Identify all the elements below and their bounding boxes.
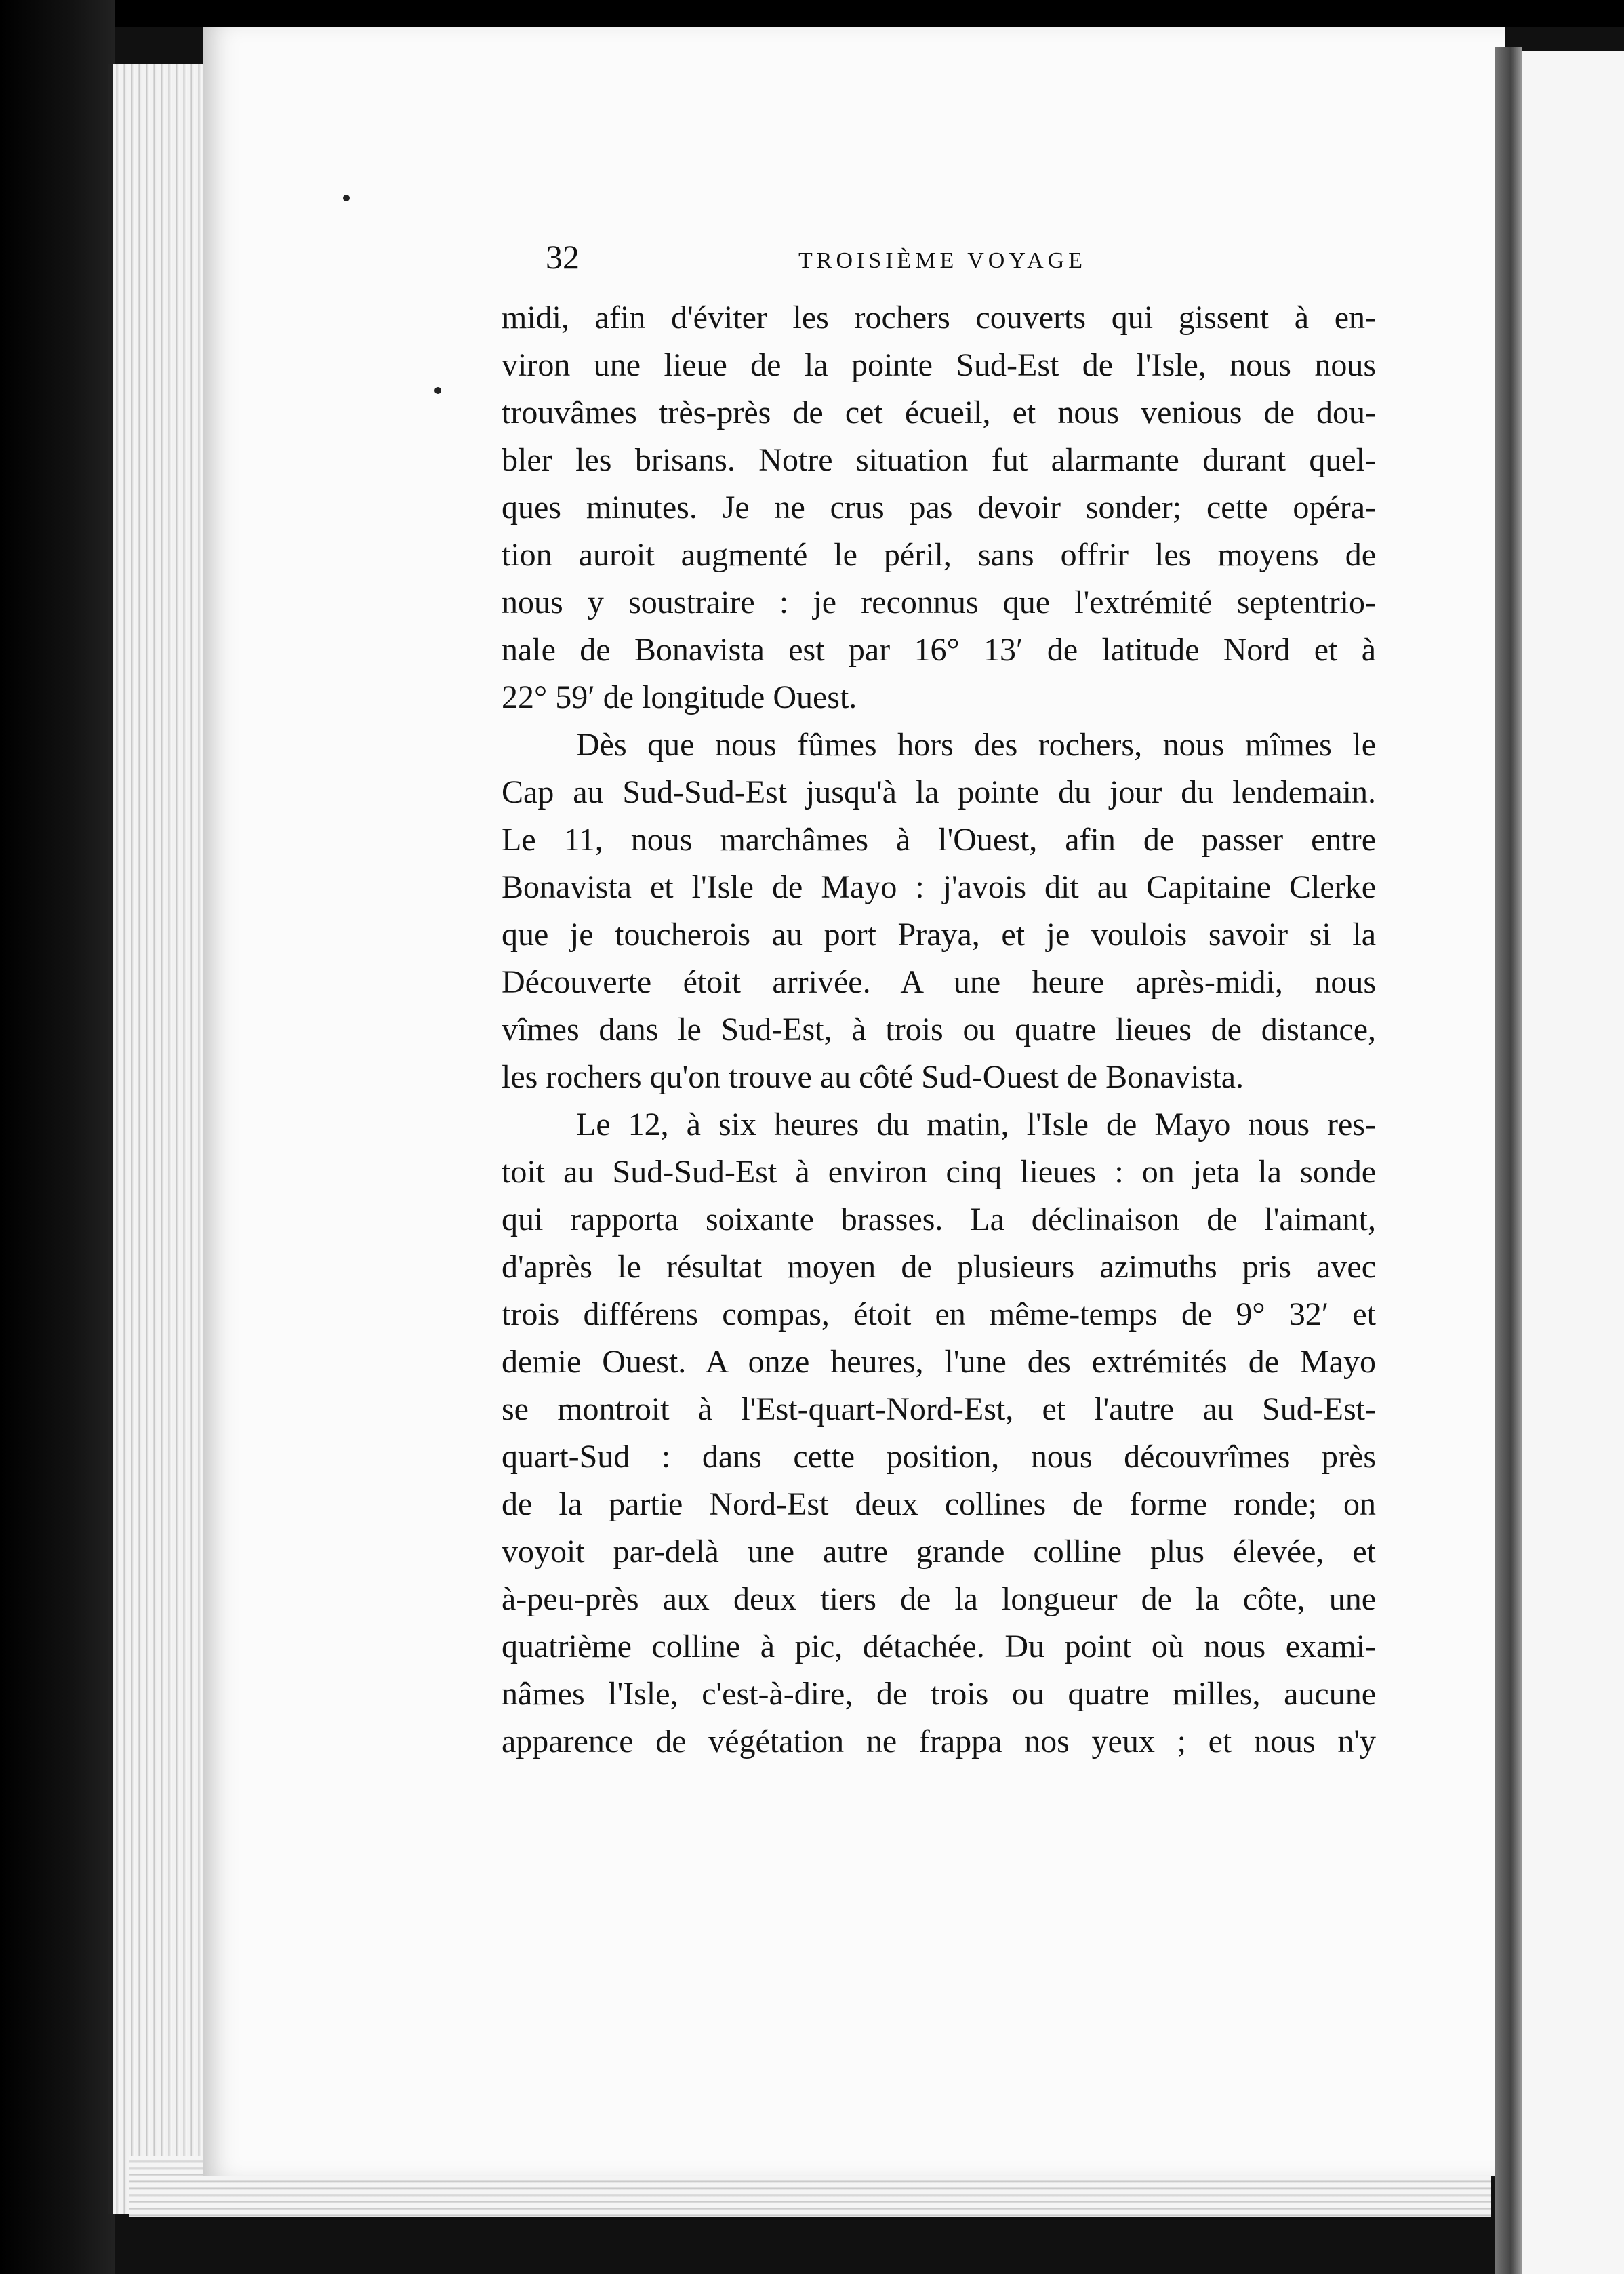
text-line: bler les brisans. Notre situation fut alarmante durant quel-	[502, 442, 1376, 478]
page-header	[502, 237, 1376, 294]
book-spine	[0, 0, 115, 2274]
text-line: d'après le résultat moyen de plusieurs azimuths pris avec	[502, 1249, 1376, 1285]
text-line: Le 11, nous marchâmes à l'Ouest, afin de passer entre	[502, 822, 1376, 858]
scan-top-border	[0, 0, 1624, 27]
text-line: à-peu-près aux deux tiers de la longueur de la côte, une	[502, 1581, 1376, 1617]
text-line: midi, afin d'éviter les rochers couverts qui gissent à en-	[502, 300, 1376, 336]
text-line: se montroit à l'Est-quart-Nord-Est, et l'autre au Sud-Est-	[502, 1391, 1376, 1427]
page-text	[502, 237, 1376, 1766]
facing-page	[1522, 51, 1624, 2274]
text-line: trois différens compas, étoit en même-temps de 9° 32′ et	[502, 1296, 1376, 1332]
text-line: Cap au Sud-Sud-Est jusqu'à la pointe du jour du lendemain.	[502, 774, 1376, 810]
text-line: toit au Sud-Sud-Est à environ cinq lieues : on jeta la sonde	[502, 1154, 1376, 1190]
text-line: tion auroit augmenté le péril, sans offrir les moyens de	[502, 537, 1376, 573]
text-line: 22° 59′ de longitude Ouest.	[502, 679, 857, 715]
text-line: vîmes dans le Sud-Est, à trois ou quatre lieues de distance,	[502, 1012, 1376, 1048]
page-number: 32	[546, 238, 580, 276]
text-line: quatrième colline à pic, détachée. Du point où nous exami-	[502, 1629, 1376, 1664]
text-line: apparence de végétation ne frappa nos yeux ; et nous n'y	[502, 1723, 1376, 1759]
gutter-shadow	[1495, 47, 1522, 2274]
scan-speck	[434, 387, 441, 394]
text-line: nous y soustraire : je reconnus que l'extrémité septentrio-	[502, 584, 1376, 620]
text-line: que je toucherois au port Praya, et je voulois savoir si la	[502, 917, 1376, 953]
text-line: trouvâmes très-près de cet écueil, et nous venious de dou-	[502, 395, 1376, 431]
text-line: les rochers qu'on trouve au côté Sud-Ouest de Bonavista.	[502, 1059, 1244, 1095]
running-title: TROISIÈME VOYAGE	[798, 248, 1087, 273]
text-line: viron une lieue de la pointe Sud-Est de l'Isle, nous nous	[502, 347, 1376, 383]
text-line: qui rapporta soixante brasses. La déclinaison de l'aimant,	[502, 1201, 1376, 1237]
text-line: Dès que nous fûmes hors des rochers, nous mîmes le	[576, 727, 1376, 763]
text-line: quart-Sud : dans cette position, nous découvrîmes près	[502, 1439, 1376, 1475]
text-line: ques minutes. Je ne crus pas devoir sonder; cette opéra-	[502, 490, 1376, 525]
text-line: voyoit par-delà une autre grande colline plus élevée, et	[502, 1534, 1376, 1570]
scan-speck	[343, 195, 350, 201]
text-line: Découverte étoit arrivée. A une heure après-midi, nous	[502, 964, 1376, 1000]
text-line: nâmes l'Isle, c'est-à-dire, de trois ou quatre milles, aucune	[502, 1676, 1376, 1712]
text-line: nale de Bonavista est par 16° 13′ de latitude Nord et à	[502, 632, 1376, 668]
text-line: Le 12, à six heures du matin, l'Isle de Mayo nous res-	[576, 1106, 1376, 1142]
text-line: demie Ouest. A onze heures, l'une des extrémités de Mayo	[502, 1344, 1376, 1380]
text-line: Bonavista et l'Isle de Mayo : j'avois dit au Capitaine Clerke	[502, 869, 1376, 905]
text-line: de la partie Nord-Est deux collines de forme ronde; on	[502, 1486, 1376, 1522]
